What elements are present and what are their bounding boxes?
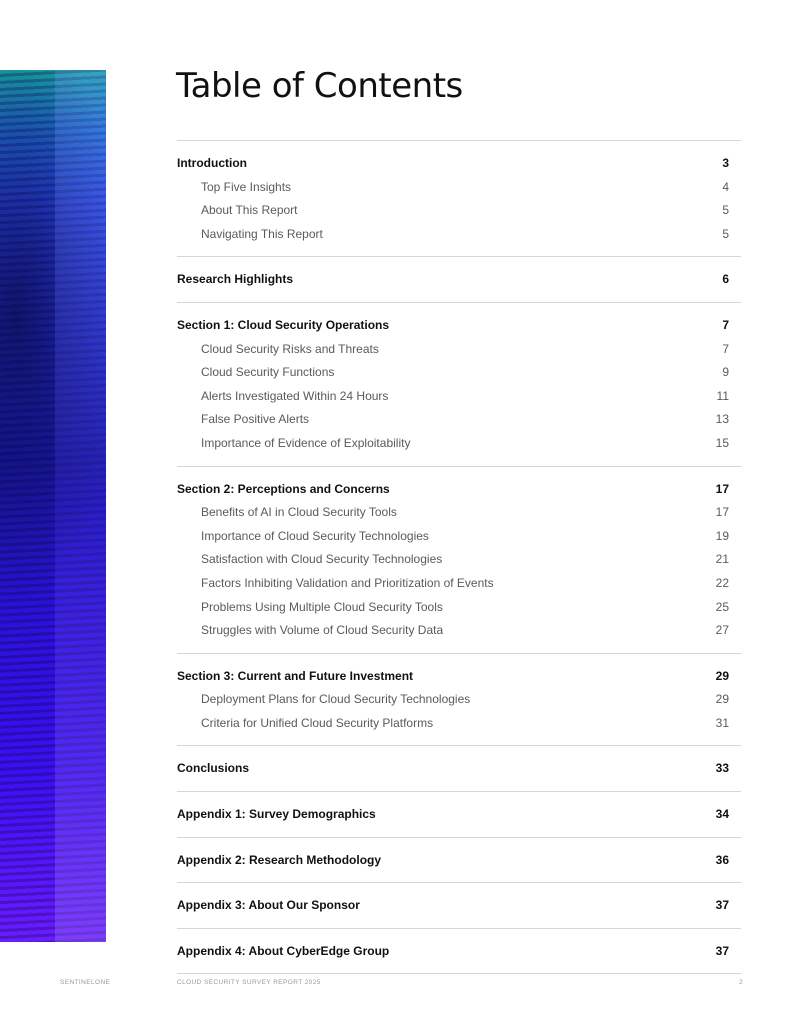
toc-subentry-page: 25 <box>715 599 729 614</box>
toc-section-title: Appendix 4: About CyberEdge Group <box>177 943 390 958</box>
toc-subentry-page: 17 <box>715 505 729 520</box>
toc-section <box>177 466 741 653</box>
toc-section-title: Introduction <box>177 156 247 170</box>
toc-section-page: 17 <box>715 481 729 496</box>
toc-subentry-page: 15 <box>715 435 729 450</box>
toc-subentry-label: Importance of Cloud Security Technologies <box>201 528 429 543</box>
toc-section-page: 7 <box>722 317 729 332</box>
toc-section <box>177 653 741 746</box>
toc-section-page: 37 <box>715 898 729 913</box>
toc-subentry[interactable] <box>177 176 741 200</box>
toc-subentry-page: 27 <box>715 623 729 638</box>
toc-section-title: Research Highlights <box>177 272 294 287</box>
toc-section-title: Appendix 2: Research Methodology <box>177 852 382 867</box>
toc-subentry[interactable] <box>177 501 741 525</box>
footer-report-title: CLOUD SECURITY SURVEY REPORT 2025 <box>177 979 321 986</box>
toc-subentry[interactable] <box>177 408 741 432</box>
toc-subentry-label: Cloud Security Functions <box>201 365 335 380</box>
toc-subentry[interactable] <box>177 385 741 409</box>
toc-section <box>177 837 741 883</box>
toc-subentry[interactable] <box>177 572 741 596</box>
toc-subentry-page: 7 <box>722 341 729 356</box>
toc-subentry-page: 13 <box>715 412 729 427</box>
toc-subentry[interactable] <box>177 525 741 549</box>
toc-section-page: 34 <box>715 807 729 822</box>
toc-section-title: Appendix 3: About Our Sponsor <box>177 898 360 913</box>
toc-section-entry[interactable] <box>177 478 741 502</box>
toc-section-entry[interactable] <box>177 803 741 827</box>
toc-subentry-label: About This Report <box>201 203 298 218</box>
toc-section <box>177 791 741 837</box>
toc-subentry[interactable] <box>177 223 741 247</box>
toc-subentry[interactable] <box>177 712 741 736</box>
toc-subentry-label: Importance of Evidence of Exploitability <box>201 435 411 450</box>
toc-subentry-page: 4 <box>722 179 729 194</box>
toc-subentry-page: 9 <box>722 365 729 380</box>
toc-section <box>177 882 741 928</box>
toc-subentry-label: Top Five Insights <box>201 179 292 194</box>
toc-section-page: 33 <box>715 761 729 776</box>
toc-subentry-page: 29 <box>715 692 729 707</box>
toc-subentry[interactable] <box>177 548 741 572</box>
toc-subentry-label: Benefits of AI in Cloud Security Tools <box>201 505 397 520</box>
toc-subentry-label: Navigating This Report <box>201 226 323 241</box>
toc-section-entry[interactable] <box>177 849 741 873</box>
toc-section-title: Section 1: Cloud Security Operations <box>177 317 390 332</box>
toc-subentry[interactable] <box>177 619 741 643</box>
decorative-gradient-image <box>0 70 106 942</box>
toc-section-title: Section 3: Current and Future Investment <box>177 668 414 683</box>
table-of-contents <box>177 140 741 974</box>
toc-section-entry[interactable] <box>177 757 741 781</box>
toc-section-entry[interactable] <box>177 894 741 918</box>
toc-section-page: 3 <box>722 156 729 170</box>
toc-section <box>177 302 741 466</box>
toc-section-entry[interactable] <box>177 152 741 176</box>
toc-subentry-page: 21 <box>715 552 729 567</box>
toc-subentry-page: 11 <box>716 388 729 403</box>
page-title: Table of Contents <box>176 66 463 106</box>
toc-section-entry[interactable] <box>177 940 741 964</box>
toc-subentry[interactable] <box>177 361 741 385</box>
toc-subentry-label: Problems Using Multiple Cloud Security Tools <box>201 599 443 614</box>
toc-section-entry[interactable] <box>177 665 741 689</box>
toc-section <box>177 140 741 256</box>
toc-subentry[interactable] <box>177 432 741 456</box>
toc-subentry-page: 5 <box>722 203 729 218</box>
toc-section-page: 37 <box>715 943 729 958</box>
toc-subentry-label: Alerts Investigated Within 24 Hours <box>201 388 389 403</box>
toc-subentry-page: 5 <box>722 226 729 241</box>
toc-subentry-label: Factors Inhibiting Validation and Prioritization of Events <box>201 575 494 590</box>
toc-subentry-label: False Positive Alerts <box>201 412 310 427</box>
footer-brand: SENTINELONE <box>60 979 111 986</box>
toc-subentry[interactable] <box>177 199 741 223</box>
toc-section <box>177 256 741 302</box>
toc-section-page: 29 <box>715 668 729 683</box>
footer-page-number: 2 <box>739 979 744 986</box>
toc-section-title: Appendix 1: Survey Demographics <box>177 807 376 822</box>
toc-subentry[interactable] <box>177 688 741 712</box>
toc-subentry[interactable] <box>177 596 741 620</box>
toc-section-page: 36 <box>715 852 729 867</box>
toc-section-page: 6 <box>722 272 729 287</box>
toc-section-entry[interactable] <box>177 314 741 338</box>
toc-subentry-label: Criteria for Unified Cloud Security Platforms <box>201 715 434 730</box>
toc-subentry-label: Satisfaction with Cloud Security Technologies <box>201 552 443 567</box>
toc-subentry-page: 19 <box>715 528 729 543</box>
toc-section-title: Conclusions <box>177 761 250 776</box>
toc-subentry-page: 22 <box>715 575 729 590</box>
toc-subentry-label: Struggles with Volume of Cloud Security Data <box>201 623 444 638</box>
toc-subentry-label: Deployment Plans for Cloud Security Technologies <box>201 692 471 707</box>
toc-subentry-label: Cloud Security Risks and Threats <box>201 341 379 356</box>
toc-section-entry[interactable] <box>177 268 741 292</box>
toc-subentry-page: 31 <box>715 715 729 730</box>
toc-section <box>177 928 741 975</box>
toc-subentry[interactable] <box>177 338 741 362</box>
toc-section-title: Section 2: Perceptions and Concerns <box>177 481 390 496</box>
toc-section <box>177 745 741 791</box>
